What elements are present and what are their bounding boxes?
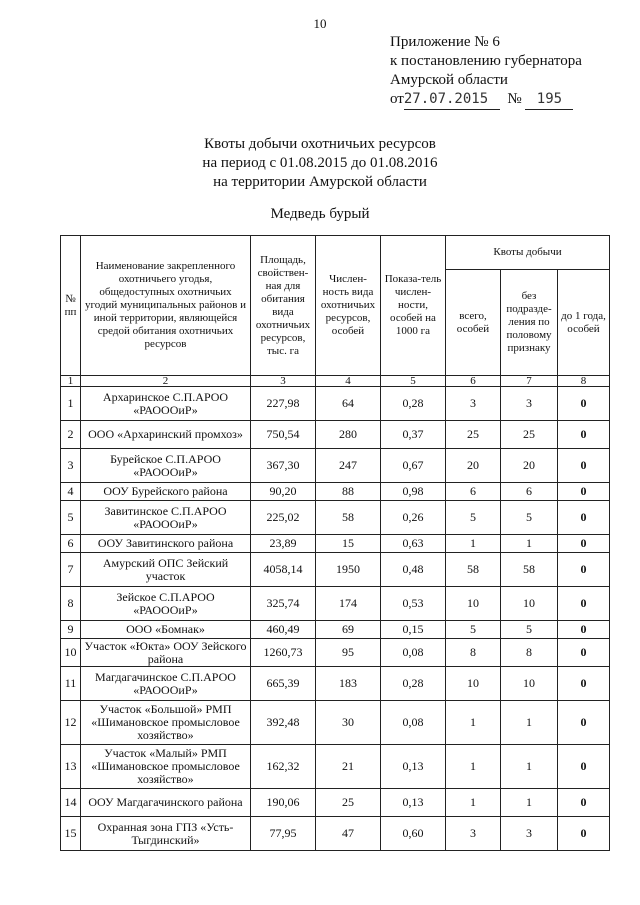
row-number-cell: 3 xyxy=(61,449,81,483)
area-cell: 190,06 xyxy=(251,789,316,817)
quota-total-cell: 3 xyxy=(446,817,501,851)
population-cell: 21 xyxy=(316,745,381,789)
population-cell: 47 xyxy=(316,817,381,851)
population-cell: 15 xyxy=(316,535,381,553)
decree-date: 27.07.2015 xyxy=(403,91,489,107)
density-cell: 0,13 xyxy=(381,745,446,789)
appendix-line-3: Амурской области xyxy=(390,72,508,88)
population-cell: 183 xyxy=(316,667,381,701)
quota-total-cell: 1 xyxy=(446,535,501,553)
quota-under-1-cell: 0 xyxy=(558,667,610,701)
quota-no-sex-cell: 1 xyxy=(501,535,558,553)
header-name: Наименование закрепленного охотничьего угодья, общедоступных охотничьих угодий муниципальных районов и иной территории, являющейся средой обитания охотничьих ресурсов xyxy=(81,236,251,376)
hunting-ground-cell: ООУ Бурейского района xyxy=(81,483,251,501)
quota-under-1-cell: 0 xyxy=(558,587,610,621)
quota-under-1-cell: 0 xyxy=(558,483,610,501)
density-cell: 0,67 xyxy=(381,449,446,483)
quota-under-1-cell: 0 xyxy=(558,789,610,817)
column-number-cell: 1 xyxy=(61,376,81,387)
area-cell: 325,74 xyxy=(251,587,316,621)
quota-under-1-cell: 0 xyxy=(558,501,610,535)
quota-under-1-cell: 0 xyxy=(558,639,610,667)
hunting-ground-cell: Участок «Большой» РМП «Шимановское промысловое хозяйство» xyxy=(81,701,251,745)
quota-total-cell: 3 xyxy=(446,387,501,421)
quota-under-1-cell: 0 xyxy=(558,535,610,553)
row-number-cell: 12 xyxy=(61,701,81,745)
area-cell: 750,54 xyxy=(251,421,316,449)
quota-no-sex-cell: 3 xyxy=(501,387,558,421)
quota-under-1-cell: 0 xyxy=(558,387,610,421)
population-cell: 58 xyxy=(316,501,381,535)
quota-under-1-cell: 0 xyxy=(558,701,610,745)
table-row xyxy=(61,621,610,639)
quota-total-cell: 1 xyxy=(446,789,501,817)
quota-total-cell: 10 xyxy=(446,667,501,701)
quota-no-sex-cell: 5 xyxy=(501,501,558,535)
quota-total-cell: 10 xyxy=(446,587,501,621)
table-row xyxy=(61,701,610,745)
population-cell: 1950 xyxy=(316,553,381,587)
quota-under-1-cell: 0 xyxy=(558,745,610,789)
quota-no-sex-cell: 20 xyxy=(501,449,558,483)
area-cell: 225,02 xyxy=(251,501,316,535)
density-cell: 0,60 xyxy=(381,817,446,851)
quota-under-1-cell: 0 xyxy=(558,421,610,449)
table-row xyxy=(61,387,610,421)
hunting-ground-cell: Магдагачинское С.П.АРОО «РАОООиР» xyxy=(81,667,251,701)
header-population: Числен-ность вида охотничьих ресурсов, особей xyxy=(316,236,381,376)
document-title xyxy=(0,135,640,192)
density-cell: 0,13 xyxy=(381,789,446,817)
area-cell: 23,89 xyxy=(251,535,316,553)
quota-no-sex-cell: 1 xyxy=(501,701,558,745)
row-number-cell: 7 xyxy=(61,553,81,587)
hunting-ground-cell: Амурский ОПС Зейский участок xyxy=(81,553,251,587)
quota-no-sex-cell: 3 xyxy=(501,817,558,851)
population-cell: 25 xyxy=(316,789,381,817)
density-cell: 0,08 xyxy=(381,639,446,667)
density-cell: 0,37 xyxy=(381,421,446,449)
population-cell: 69 xyxy=(316,621,381,639)
header-density: Показа-тель числен-ности, особей на 1000 га xyxy=(381,236,446,376)
table-row xyxy=(61,535,610,553)
area-cell: 77,95 xyxy=(251,817,316,851)
row-number-cell: 11 xyxy=(61,667,81,701)
area-cell: 392,48 xyxy=(251,701,316,745)
quota-total-cell: 58 xyxy=(446,553,501,587)
table-row xyxy=(61,745,610,789)
row-number-cell: 2 xyxy=(61,421,81,449)
quota-no-sex-cell: 1 xyxy=(501,745,558,789)
number-label: № xyxy=(507,91,522,107)
row-number-cell: 4 xyxy=(61,483,81,501)
quota-total-cell: 1 xyxy=(446,701,501,745)
column-number-cell: 3 xyxy=(251,376,316,387)
quota-no-sex-cell: 6 xyxy=(501,483,558,501)
quota-no-sex-cell: 8 xyxy=(501,639,558,667)
area-cell: 1260,73 xyxy=(251,639,316,667)
hunting-ground-cell: Архаринское С.П.АРОО «РАОООиР» xyxy=(81,387,251,421)
density-cell: 0,63 xyxy=(381,535,446,553)
density-cell: 0,26 xyxy=(381,501,446,535)
quota-no-sex-cell: 10 xyxy=(501,587,558,621)
population-cell: 174 xyxy=(316,587,381,621)
appendix-date-line xyxy=(390,90,582,110)
hunting-ground-cell: ООУ Завитинского района xyxy=(81,535,251,553)
hunting-ground-cell: Участок «Малый» РМП «Шимановское промысловое хозяйство» xyxy=(81,745,251,789)
area-cell: 90,20 xyxy=(251,483,316,501)
header-no-sex: без подразде-ления по половому признаку xyxy=(501,270,558,376)
hunting-ground-cell: ООО «Архаринский промхоз» xyxy=(81,421,251,449)
table-row xyxy=(61,553,610,587)
table-row xyxy=(61,449,610,483)
population-cell: 88 xyxy=(316,483,381,501)
density-cell: 0,28 xyxy=(381,667,446,701)
area-cell: 4058,14 xyxy=(251,553,316,587)
species-heading: Медведь бурый xyxy=(270,206,370,222)
table-row xyxy=(61,501,610,535)
table-row xyxy=(61,587,610,621)
column-number-cell: 6 xyxy=(446,376,501,387)
hunting-ground-cell: Зейское С.П.АРОО «РАОООиР» xyxy=(81,587,251,621)
quota-total-cell: 5 xyxy=(446,621,501,639)
column-number-row xyxy=(61,376,610,387)
area-cell: 227,98 xyxy=(251,387,316,421)
population-cell: 30 xyxy=(316,701,381,745)
row-number-cell: 1 xyxy=(61,387,81,421)
table-row xyxy=(61,817,610,851)
population-cell: 280 xyxy=(316,421,381,449)
header-quota-group: Квоты добычи xyxy=(446,236,610,270)
density-cell: 0,15 xyxy=(381,621,446,639)
column-number-cell: 8 xyxy=(558,376,610,387)
title-line-3: на территории Амурской области xyxy=(213,174,427,190)
table-row xyxy=(61,421,610,449)
quota-no-sex-cell: 25 xyxy=(501,421,558,449)
quota-total-cell: 6 xyxy=(446,483,501,501)
quota-total-cell: 20 xyxy=(446,449,501,483)
from-label: от xyxy=(390,91,404,107)
quota-total-cell: 8 xyxy=(446,639,501,667)
header-under-1: до 1 года, особей xyxy=(558,270,610,376)
table-row xyxy=(61,667,610,701)
hunting-ground-cell: ООУ Магдагачинского района xyxy=(81,789,251,817)
quota-table xyxy=(60,235,610,851)
hunting-ground-cell: ООО «Бомнак» xyxy=(81,621,251,639)
table-row xyxy=(61,789,610,817)
appendix-line-2: к постановлению губернатора xyxy=(390,53,582,69)
hunting-ground-cell: Охранная зона ГПЗ «Усть-Тыгдинский» xyxy=(81,817,251,851)
population-cell: 247 xyxy=(316,449,381,483)
area-cell: 367,30 xyxy=(251,449,316,483)
appendix-line-1: Приложение № 6 xyxy=(390,34,500,50)
header-area: Площадь, свойствен-ная для обитания вида охотничьих ресурсов, тыс. га xyxy=(251,236,316,376)
page-number: 10 xyxy=(313,16,327,31)
area-cell: 460,49 xyxy=(251,621,316,639)
appendix-block xyxy=(390,33,582,110)
header-num: № пп xyxy=(61,236,81,376)
title-line-1: Квоты добычи охотничьих ресурсов xyxy=(204,136,436,152)
quota-total-cell: 5 xyxy=(446,501,501,535)
population-cell: 95 xyxy=(316,639,381,667)
hunting-ground-cell: Завитинское С.П.АРОО «РАОООиР» xyxy=(81,501,251,535)
row-number-cell: 9 xyxy=(61,621,81,639)
row-number-cell: 6 xyxy=(61,535,81,553)
decree-number: 195 xyxy=(536,91,563,107)
quota-no-sex-cell: 10 xyxy=(501,667,558,701)
column-number-cell: 2 xyxy=(81,376,251,387)
quota-no-sex-cell: 58 xyxy=(501,553,558,587)
quota-total-cell: 25 xyxy=(446,421,501,449)
area-cell: 162,32 xyxy=(251,745,316,789)
row-number-cell: 10 xyxy=(61,639,81,667)
quota-no-sex-cell: 1 xyxy=(501,789,558,817)
quota-no-sex-cell: 5 xyxy=(501,621,558,639)
header-total: всего, особей xyxy=(446,270,501,376)
density-cell: 0,28 xyxy=(381,387,446,421)
hunting-ground-cell: Бурейское С.П.АРОО «РАОООиР» xyxy=(81,449,251,483)
density-cell: 0,08 xyxy=(381,701,446,745)
quota-total-cell: 1 xyxy=(446,745,501,789)
area-cell: 665,39 xyxy=(251,667,316,701)
hunting-ground-cell: Участок «Юкта» ООУ Зейского района xyxy=(81,639,251,667)
row-number-cell: 13 xyxy=(61,745,81,789)
quota-under-1-cell: 0 xyxy=(558,553,610,587)
column-number-cell: 5 xyxy=(381,376,446,387)
column-number-cell: 4 xyxy=(316,376,381,387)
title-line-2: на период с 01.08.2015 до 01.08.2016 xyxy=(202,155,438,171)
quota-under-1-cell: 0 xyxy=(558,449,610,483)
row-number-cell: 14 xyxy=(61,789,81,817)
table-row xyxy=(61,639,610,667)
quota-under-1-cell: 0 xyxy=(558,621,610,639)
density-cell: 0,98 xyxy=(381,483,446,501)
density-cell: 0,48 xyxy=(381,553,446,587)
row-number-cell: 5 xyxy=(61,501,81,535)
row-number-cell: 8 xyxy=(61,587,81,621)
density-cell: 0,53 xyxy=(381,587,446,621)
column-number-cell: 7 xyxy=(501,376,558,387)
quota-under-1-cell: 0 xyxy=(558,817,610,851)
row-number-cell: 15 xyxy=(61,817,81,851)
table-row xyxy=(61,483,610,501)
population-cell: 64 xyxy=(316,387,381,421)
